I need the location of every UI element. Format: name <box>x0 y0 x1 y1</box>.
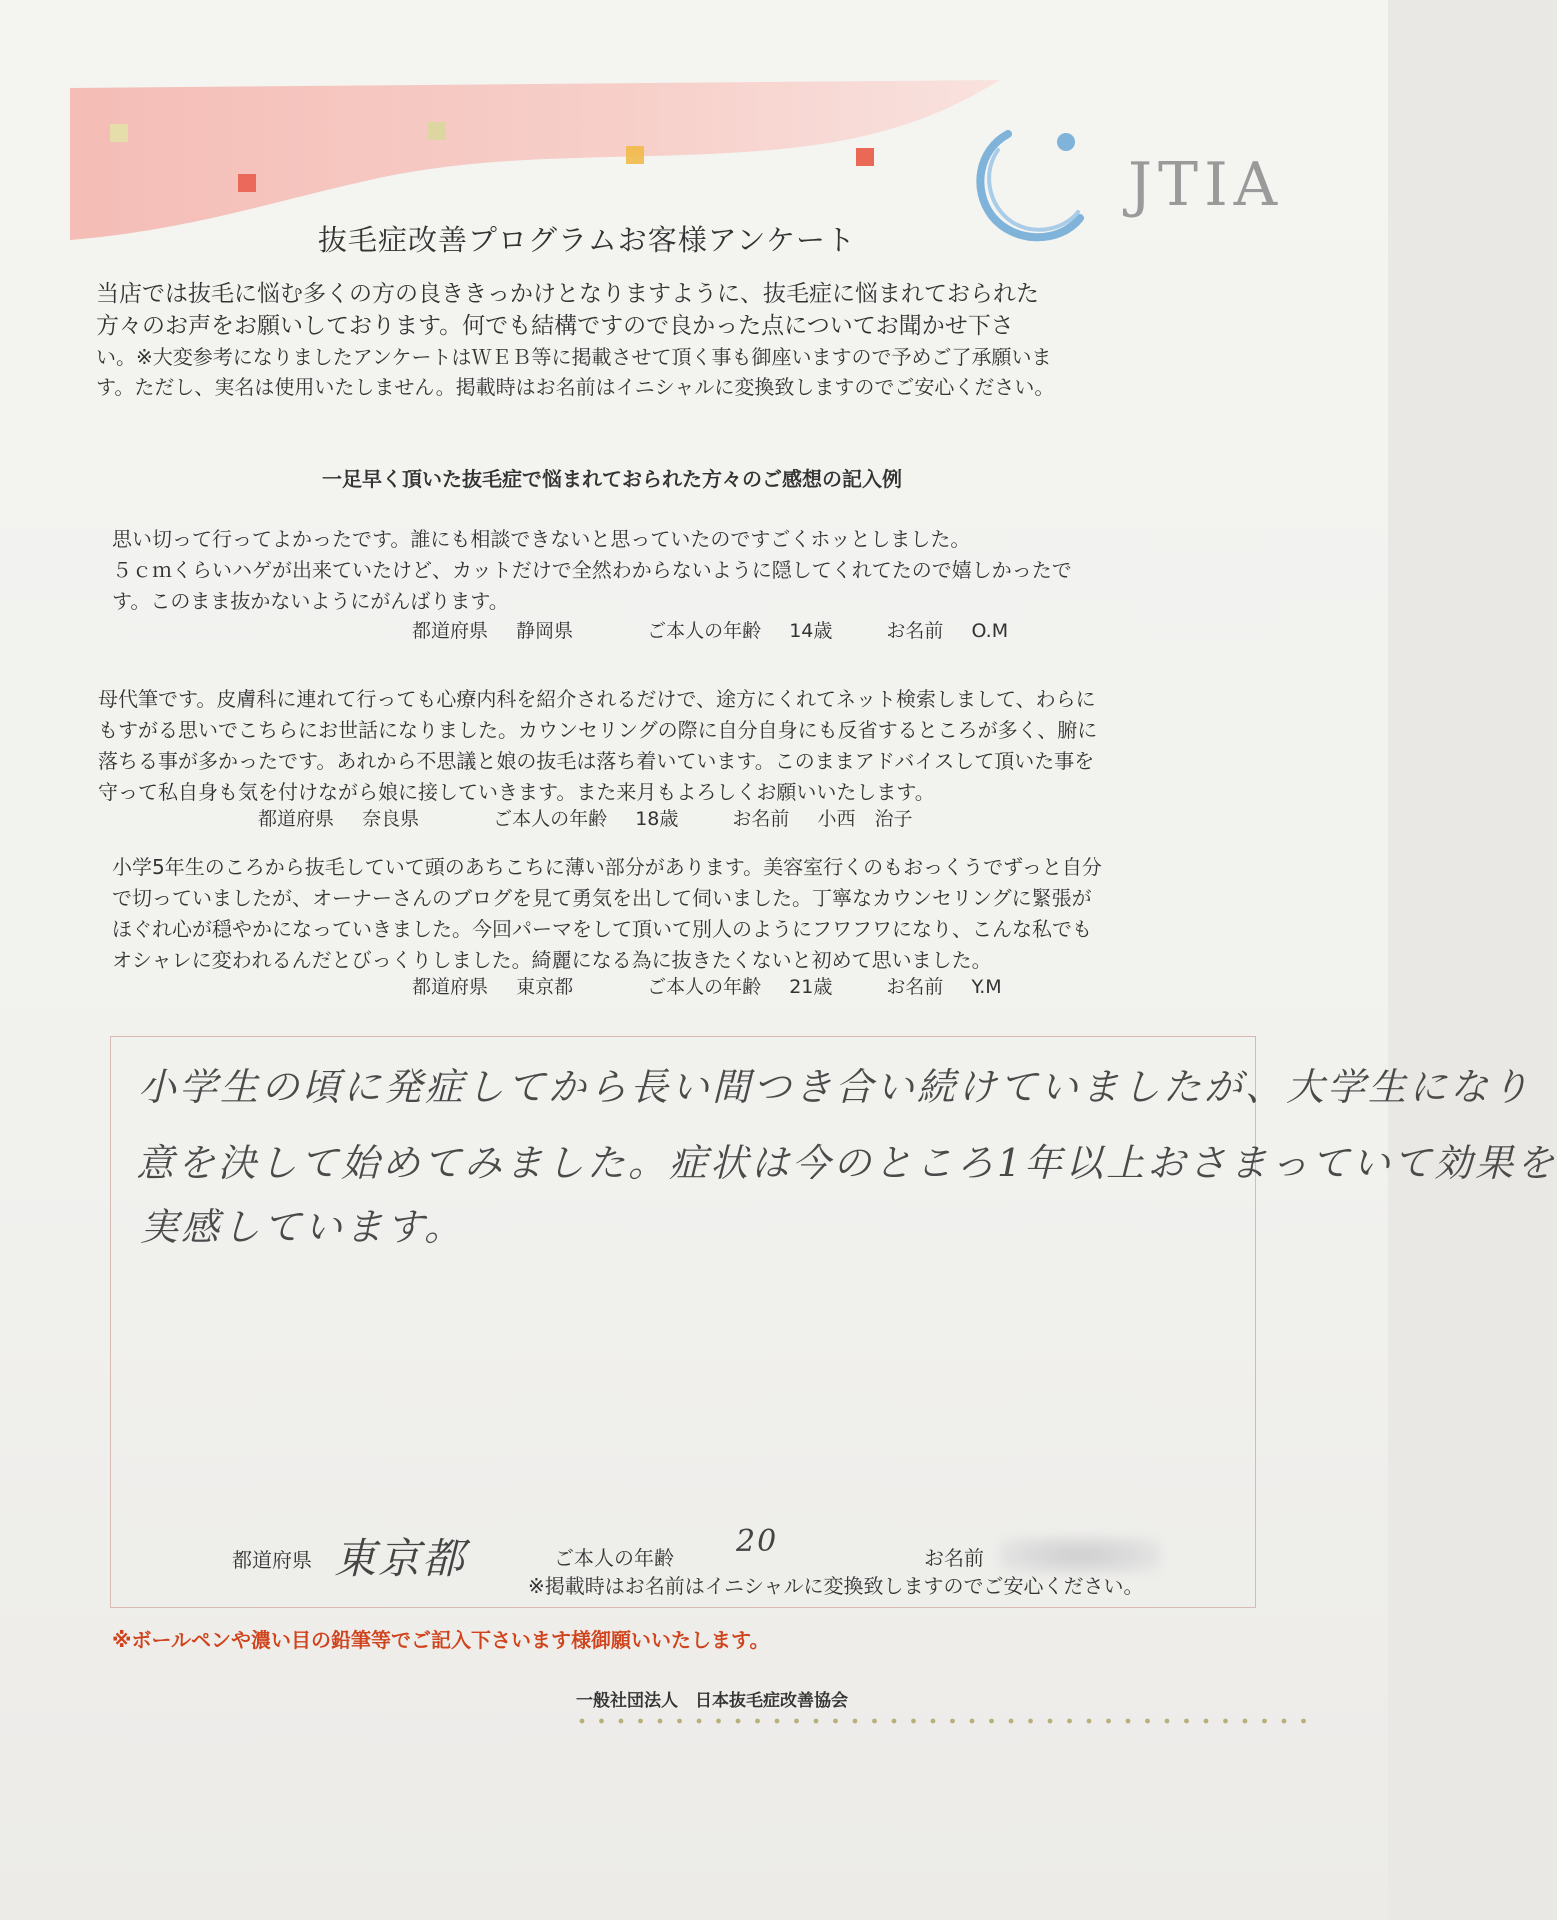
example-meta <box>258 804 913 831</box>
example-line: ５ｃｍくらいハゲが出来ていたけど、カットだけで全然わからないように隠してくれてたので嬉しかったで <box>112 558 1072 582</box>
example-meta <box>412 972 1002 999</box>
jtia-logo-icon <box>968 120 1098 250</box>
dot <box>1301 1719 1306 1724</box>
pref-label: 都道府県 <box>258 808 335 830</box>
age-label: ご本人の年齢 <box>493 808 608 830</box>
dot <box>1145 1719 1150 1724</box>
name-label: お名前 <box>886 976 944 998</box>
dot <box>970 1719 975 1724</box>
intro-line: 方々のお声をお願いしております。何でも結構ですので良かった点についてお聞かせ下さ <box>96 313 1014 339</box>
dot <box>638 1719 643 1724</box>
dot <box>677 1719 682 1724</box>
dot <box>1165 1719 1170 1724</box>
example-line: ほぐれ心が穏やかになっていきました。今回パーマをして頂いて別人のようにフワフワになり、こんな私でも <box>112 917 1092 941</box>
dot <box>911 1719 916 1724</box>
dot <box>755 1719 760 1724</box>
dot <box>1184 1719 1189 1724</box>
dot <box>716 1719 721 1724</box>
dot <box>872 1719 877 1724</box>
example-line: 母代筆です。皮膚科に連れて行っても心療内科を紹介されるだけで、途方にくれてネット検索しまして、わらに <box>98 687 1096 711</box>
pref-value: 東京都 <box>334 1534 467 1583</box>
pref-value: 東京都 <box>516 976 574 998</box>
age-label: ご本人の年齢 <box>647 976 762 998</box>
intro-line: い。※大変参考になりましたアンケートはＷＥＢ等に掲載させて頂く事も御座いますので予めご了承願いま <box>96 345 1052 369</box>
intro-paragraph <box>96 278 1256 402</box>
dot <box>950 1719 955 1724</box>
name-value: Y.M <box>971 976 1002 998</box>
example-line: 思い切って行ってよかったです。誰にも相談できないと思っていたのですごくホッとしました。 <box>112 527 971 551</box>
dot <box>1282 1719 1287 1724</box>
examples-heading: 一足早く頂いた抜毛症で悩まれておられた方々のご感想の記入例 <box>322 467 902 491</box>
example-line: 落ちる事が多かったです。あれから不思議と娘の抜毛は落ち着いています。このままアドバイスして頂いた事を <box>98 749 1095 773</box>
age-value: 18歳 <box>635 808 679 830</box>
example-entry <box>112 524 1072 617</box>
dot <box>931 1719 936 1724</box>
dot <box>833 1719 838 1724</box>
example-line: す。このまま抜かないようにがんばります。 <box>112 589 509 613</box>
example-line: もすがる思いでこちらにお世話になりました。カウンセリングの際に自分自身にも反省するところが多く、腑に <box>98 718 1098 742</box>
dot <box>1028 1719 1033 1724</box>
dot <box>892 1719 897 1724</box>
handwritten-line: 実感しています。 <box>140 1205 465 1249</box>
name-value: 小西 治子 <box>817 808 913 830</box>
dot <box>814 1719 819 1724</box>
pref-label: 都道府県 <box>412 976 489 998</box>
dot <box>1087 1719 1092 1724</box>
dot <box>775 1719 780 1724</box>
redacted-name <box>1000 1536 1160 1574</box>
dot <box>1009 1719 1014 1724</box>
dot <box>853 1719 858 1724</box>
name-value: O.M <box>971 620 1009 642</box>
dot <box>736 1719 741 1724</box>
name-label: お名前 <box>924 1546 984 1570</box>
pen-warning: ※ボールペンや濃い目の鉛筆等でご記入下さいます様御願いいたします。 <box>112 1628 770 1652</box>
page-title: 抜毛症改善プログラムお客様アンケート <box>318 223 856 257</box>
pref-label: 都道府県 <box>232 1548 312 1572</box>
initials-note: ※掲載時はお名前はイニシャルに変換致しますのでご安心ください。 <box>528 1574 1144 1598</box>
handwritten-line: 意を決して始めてみました。症状は今のところ1年以上おさまっていて効果を <box>136 1141 1557 1185</box>
dot <box>599 1719 604 1724</box>
name-label: お名前 <box>732 808 790 830</box>
dot <box>697 1719 702 1724</box>
example-line: で切っていましたが、オーナーさんのブログを見て勇気を出して伺いました。丁寧なカウンセリングに緊張が <box>112 886 1092 910</box>
handwritten-line: 小学生の頃に発症してから長い間つき合い続けていましたが、大学生になり <box>138 1065 1533 1109</box>
dot <box>658 1719 663 1724</box>
answer-box <box>110 1036 1256 1608</box>
example-entry <box>112 852 1102 976</box>
example-line: オシャレに変われるんだとびっくりしました。綺麗になる為に抜きたくないと初めて思いました。 <box>112 948 992 972</box>
dot <box>1048 1719 1053 1724</box>
dot <box>1223 1719 1228 1724</box>
example-meta <box>412 616 1008 643</box>
organization-name: 一般社団法人 日本抜毛症改善協会 <box>576 1691 848 1711</box>
dot <box>989 1719 994 1724</box>
example-entry <box>98 684 1097 808</box>
example-line: 小学5年生のころから抜毛していて頭のあちこちに薄い部分があります。美容室行くのもおっくうでずっと自分 <box>112 855 1102 879</box>
dot <box>1067 1719 1072 1724</box>
logo-text: JTIA <box>1128 150 1284 220</box>
age-value: 21歳 <box>789 976 833 998</box>
age-value: 14歳 <box>789 620 833 642</box>
intro-line: 当店では抜毛に悩む多くの方の良ききっかけとなりますように、抜毛症に悩まれておられた <box>96 281 1039 307</box>
example-line: 守って私自身も気を付けながら娘に接していきます。また来月もよろしくお願いいたします。 <box>98 780 935 804</box>
age-value: 20 <box>736 1524 779 1559</box>
dot <box>1126 1719 1131 1724</box>
name-label: お名前 <box>886 620 944 642</box>
intro-line: す。ただし、実名は使用いたしません。掲載時はお名前はイニシャルに変換致しますのでご安心ください。 <box>96 375 1055 399</box>
pref-label: 都道府県 <box>412 620 489 642</box>
dotted-line <box>578 1716 1318 1726</box>
dot <box>794 1719 799 1724</box>
dot <box>619 1719 624 1724</box>
dot <box>1204 1719 1209 1724</box>
dot <box>580 1719 585 1724</box>
age-label: ご本人の年齢 <box>647 620 762 642</box>
dot <box>1262 1719 1267 1724</box>
dot <box>1243 1719 1248 1724</box>
pref-value: 静岡県 <box>516 620 574 642</box>
pref-value: 奈良県 <box>362 808 420 830</box>
dot <box>1106 1719 1111 1724</box>
age-label: ご本人の年齢 <box>554 1546 674 1570</box>
